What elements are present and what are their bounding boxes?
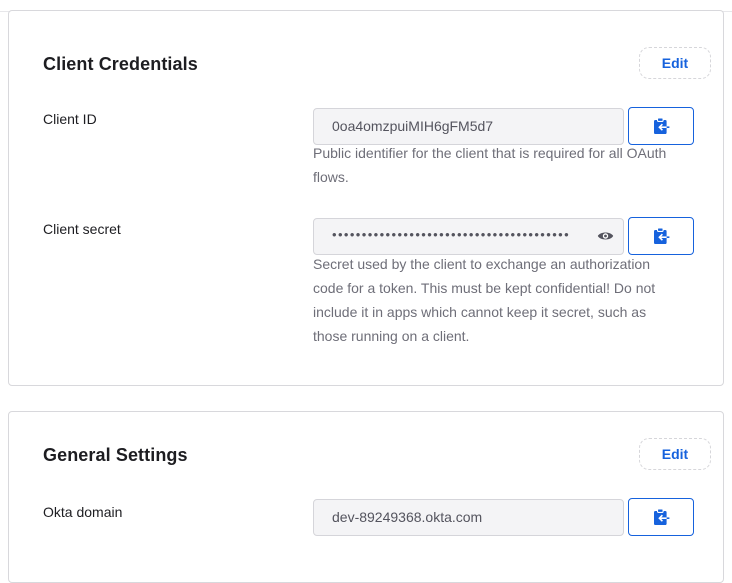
- copy-client-secret-button[interactable]: [628, 217, 694, 255]
- edit-label: Edit: [661, 446, 689, 462]
- okta-domain-group: [313, 498, 694, 536]
- edit-label: Edit: [661, 55, 689, 71]
- client-id-label: Client ID: [43, 111, 97, 127]
- description-line: Public identifier for the client that is required for all OAuth: [313, 145, 667, 161]
- toggle-secret-visibility-button[interactable]: [596, 229, 614, 243]
- client-secret-group: [313, 217, 694, 255]
- app-settings-page: [0, 10, 732, 557]
- clipboard-copy-icon: [652, 117, 670, 135]
- description-line: code for a token. This must be kept confidential! Do not: [313, 280, 656, 296]
- okta-domain-label: Okta domain: [43, 504, 123, 520]
- client-secret-input[interactable]: [313, 218, 624, 255]
- masked-secret-value: ••••••••••••••••••••••••••••••••••••••••: [332, 226, 571, 242]
- client-secret-label: Client secret: [43, 221, 121, 237]
- client-id-group: [313, 107, 694, 145]
- client-secret-description: [313, 252, 718, 348]
- description-line: include it in apps which cannot keep it secret, such as: [313, 304, 647, 320]
- okta-domain-input[interactable]: [313, 499, 624, 536]
- clipboard-copy-icon: [652, 508, 670, 526]
- copy-client-id-button[interactable]: [628, 107, 694, 145]
- edit-general-settings-button[interactable]: [639, 438, 711, 470]
- client-id-input[interactable]: [313, 108, 624, 145]
- copy-okta-domain-button[interactable]: [628, 498, 694, 536]
- eye-icon: [597, 230, 614, 242]
- general-settings-card: [8, 411, 724, 583]
- client-id-description: [313, 141, 718, 189]
- edit-client-credentials-button[interactable]: [639, 47, 711, 79]
- general-settings-title: General Settings: [43, 445, 188, 465]
- description-line: flows.: [313, 169, 349, 185]
- client-credentials-card: [8, 10, 724, 386]
- description-line: those running on a client.: [313, 328, 470, 344]
- client-credentials-title: Client Credentials: [43, 54, 198, 74]
- clipboard-copy-icon: [652, 227, 670, 245]
- description-line: Secret used by the client to exchange an authorization: [313, 256, 650, 272]
